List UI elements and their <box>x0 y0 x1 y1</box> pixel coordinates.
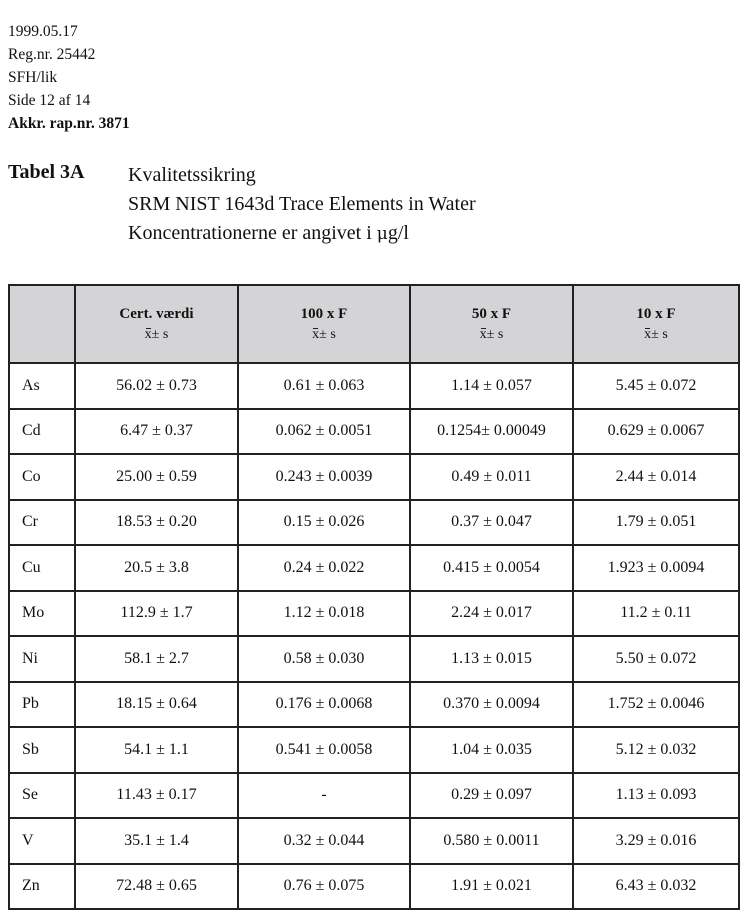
value-cell: 0.29 ± 0.097 <box>410 773 573 819</box>
value-cell: 6.43 ± 0.032 <box>573 864 739 910</box>
value-cell: - <box>238 773 410 819</box>
table-header-row <box>9 285 739 363</box>
value-cell: 11.43 ± 0.17 <box>75 773 238 819</box>
value-cell: 0.176 ± 0.0068 <box>238 682 410 728</box>
value-cell: 25.00 ± 0.59 <box>75 454 238 500</box>
value-cell: 5.12 ± 0.032 <box>573 727 739 773</box>
pm-s: ± s <box>151 326 169 342</box>
header-title: 100 x F <box>300 305 348 322</box>
value-cell: 0.49 ± 0.011 <box>410 454 573 500</box>
header-stat <box>574 327 738 343</box>
results-table <box>8 284 740 910</box>
table-row <box>9 773 739 819</box>
header-50xf <box>410 285 573 363</box>
header-initials: SFH/lik <box>8 69 58 86</box>
value-cell: 0.15 ± 0.026 <box>238 500 410 546</box>
value-cell: 112.9 ± 1.7 <box>75 591 238 637</box>
table-caption <box>128 161 476 249</box>
header-title: 50 x F <box>471 305 512 322</box>
table-row <box>9 727 739 773</box>
element-symbol: Mo <box>9 591 75 637</box>
value-cell: 0.629 ± 0.0067 <box>573 409 739 455</box>
value-cell: 0.541 ± 0.0058 <box>238 727 410 773</box>
value-cell: 56.02 ± 0.73 <box>75 363 238 409</box>
value-cell: 35.1 ± 1.4 <box>75 818 238 864</box>
element-symbol: Sb <box>9 727 75 773</box>
value-cell: 0.58 ± 0.030 <box>238 636 410 682</box>
value-cell: 72.48 ± 0.65 <box>75 864 238 910</box>
value-cell: 0.61 ± 0.063 <box>238 363 410 409</box>
element-symbol: V <box>9 818 75 864</box>
pm-s: ± s <box>319 326 336 342</box>
table-body <box>9 363 739 909</box>
value-cell: 0.76 ± 0.075 <box>238 864 410 910</box>
value-cell: 2.24 ± 0.017 <box>410 591 573 637</box>
x-bar-symbol: x <box>479 326 487 342</box>
header-title: Cert. værdi <box>119 305 194 322</box>
value-cell: 5.45 ± 0.072 <box>573 363 739 409</box>
table-row <box>9 363 739 409</box>
header-title: 10 x F <box>636 305 676 322</box>
header-reg-number: Reg.nr. 25442 <box>8 46 96 63</box>
header-100xf <box>238 285 410 363</box>
x-bar-symbol: x <box>644 326 652 342</box>
table-row <box>9 545 739 591</box>
value-cell: 18.15 ± 0.64 <box>75 682 238 728</box>
element-symbol: As <box>9 363 75 409</box>
table-label: Tabel 3A <box>8 161 85 183</box>
table-row <box>9 636 739 682</box>
value-cell: 18.53 ± 0.20 <box>75 500 238 546</box>
value-cell: 1.12 ± 0.018 <box>238 591 410 637</box>
mu-symbol: μ <box>376 224 388 244</box>
value-cell: 0.1254± 0.00049 <box>410 409 573 455</box>
value-cell: 0.243 ± 0.0039 <box>238 454 410 500</box>
value-cell: 1.79 ± 0.051 <box>573 500 739 546</box>
header-stat <box>239 327 409 343</box>
value-cell: 0.580 ± 0.0011 <box>410 818 573 864</box>
element-symbol: Co <box>9 454 75 500</box>
element-symbol: Se <box>9 773 75 819</box>
element-symbol: Ni <box>9 636 75 682</box>
header-cert-value <box>75 285 238 363</box>
header-corner-cell <box>9 285 75 363</box>
value-cell: 1.13 ± 0.015 <box>410 636 573 682</box>
table-row <box>9 500 739 546</box>
table-row <box>9 864 739 910</box>
table-row <box>9 682 739 728</box>
value-cell: 1.752 ± 0.0046 <box>573 682 739 728</box>
value-cell: 58.1 ± 2.7 <box>75 636 238 682</box>
element-symbol: Zn <box>9 864 75 910</box>
value-cell: 0.32 ± 0.044 <box>238 818 410 864</box>
caption-line-3-suffix: g/l <box>387 222 409 244</box>
caption-line-3 <box>128 219 476 249</box>
element-symbol: Cd <box>9 409 75 455</box>
element-symbol: Pb <box>9 682 75 728</box>
value-cell: 0.37 ± 0.047 <box>410 500 573 546</box>
header-stat <box>411 327 572 343</box>
value-cell: 1.04 ± 0.035 <box>410 727 573 773</box>
value-cell: 1.91 ± 0.021 <box>410 864 573 910</box>
pm-s: ± s <box>486 326 504 342</box>
value-cell: 2.44 ± 0.014 <box>573 454 739 500</box>
value-cell: 0.062 ± 0.0051 <box>238 409 410 455</box>
value-cell: 6.47 ± 0.37 <box>75 409 238 455</box>
table-row <box>9 409 739 455</box>
header-page: Side 12 af 14 <box>8 92 91 109</box>
value-cell: 1.923 ± 0.0094 <box>573 545 739 591</box>
results-table-wrapper <box>8 284 740 910</box>
value-cell: 0.415 ± 0.0054 <box>410 545 573 591</box>
element-symbol: Cr <box>9 500 75 546</box>
caption-line-1: Kvalitetssikring <box>128 164 256 186</box>
value-cell: 1.14 ± 0.057 <box>410 363 573 409</box>
value-cell: 5.50 ± 0.072 <box>573 636 739 682</box>
header-stat <box>76 327 237 343</box>
header-date: 1999.05.17 <box>8 23 78 40</box>
x-bar-symbol: x <box>144 326 152 342</box>
value-cell: 0.370 ± 0.0094 <box>410 682 573 728</box>
value-cell: 11.2 ± 0.11 <box>573 591 739 637</box>
element-symbol: Cu <box>9 545 75 591</box>
value-cell: 20.5 ± 3.8 <box>75 545 238 591</box>
table-row <box>9 591 739 637</box>
pm-s: ± s <box>651 326 668 342</box>
table-row <box>9 818 739 864</box>
x-bar-symbol: x <box>312 326 320 342</box>
caption-line-2: SRM NIST 1643d Trace Elements in Water <box>128 193 476 215</box>
caption-line-3-prefix: Koncentrationerne er angivet i <box>128 222 377 244</box>
value-cell: 1.13 ± 0.093 <box>573 773 739 819</box>
value-cell: 54.1 ± 1.1 <box>75 727 238 773</box>
header-akkr-report: Akkr. rap.nr. 3871 <box>8 115 130 132</box>
value-cell: 3.29 ± 0.016 <box>573 818 739 864</box>
value-cell: 0.24 ± 0.022 <box>238 545 410 591</box>
header-10xf <box>573 285 739 363</box>
table-row <box>9 454 739 500</box>
document-header <box>8 20 130 135</box>
